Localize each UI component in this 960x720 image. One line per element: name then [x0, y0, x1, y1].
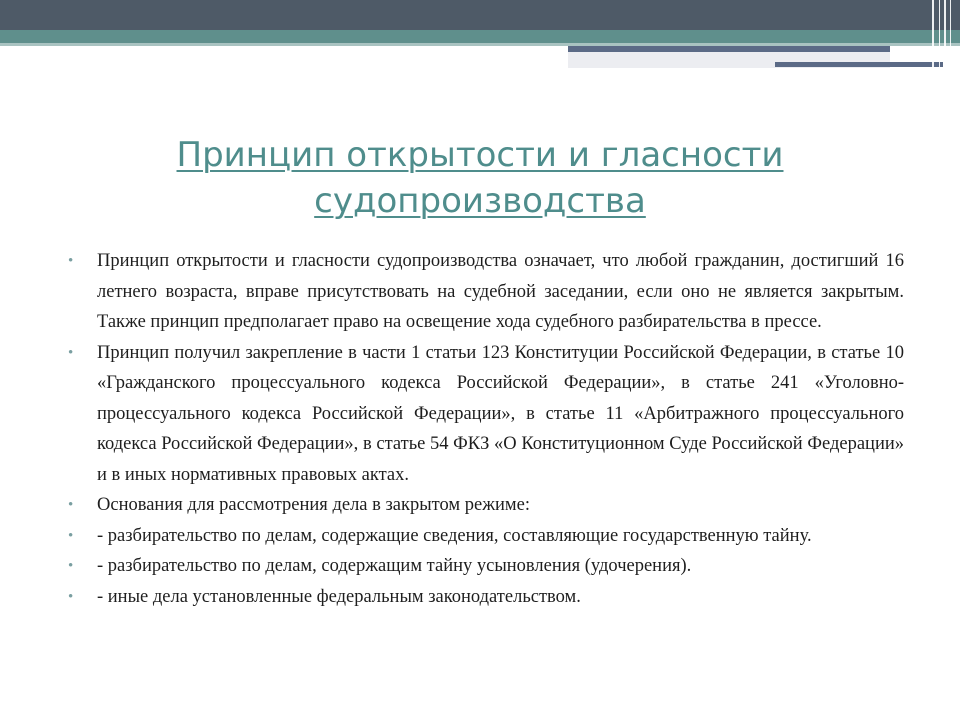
header-accent-bar-small	[775, 62, 943, 67]
header-band-dark	[0, 0, 960, 30]
bullet-text: - разбирательство по делам, содержащие сведения, составляющие государственную тайну.	[97, 525, 812, 546]
bullet-item	[68, 582, 904, 613]
bullet-dot-icon: •	[68, 527, 74, 544]
bullet-text: - разбирательство по делам, содержащим тайну усыновления (удочерения).	[97, 556, 692, 576]
bullet-dot-icon: •	[68, 344, 74, 361]
slide-title: Принцип открытости и гласности судопроизводства	[176, 135, 784, 221]
bullet-item	[68, 338, 904, 491]
header-band-teal	[0, 30, 960, 43]
bullet-dot-icon: •	[68, 497, 74, 513]
bullet-dot-icon: •	[68, 588, 74, 605]
bullet-item	[68, 246, 904, 338]
bullet-text: - иные дела установленные федеральным законодательством.	[97, 586, 581, 607]
bullet-dot-icon: •	[68, 253, 74, 269]
bullet-item	[68, 521, 904, 552]
bullet-text: Принцип открытости и гласности судопроизводства означает, что любой гражданин, достигший 16 летнего возраста, вправе присутствовать на судебной заседании, если оно не является закрытым. Также принцип предполагает право на освещение хода судебного разбирательства в прессе.	[97, 251, 904, 332]
bullet-dot-icon: •	[68, 558, 74, 574]
bullet-list	[68, 246, 904, 612]
bullet-item	[68, 490, 904, 521]
header-vertical-lines	[928, 0, 960, 70]
bullet-text: Основания для рассмотрения дела в закрытом режиме:	[97, 495, 530, 515]
bullet-text: Принцип получил закрепление в части 1 статьи 123 Конституции Российской Федерации, в статье 10 «Гражданского процессуального кодекса Российской Федерации», в статье 241 «Уголовно-процессуального кодекса Российской Федерации», в статье 11 «Арбитражного процессуального кодекса Российской Федерации», в статье 54 ФКЗ «О Конституционном Суде Российской Федерации» и в иных нормативных правовых актах.	[97, 342, 904, 485]
bullet-item	[68, 551, 904, 582]
